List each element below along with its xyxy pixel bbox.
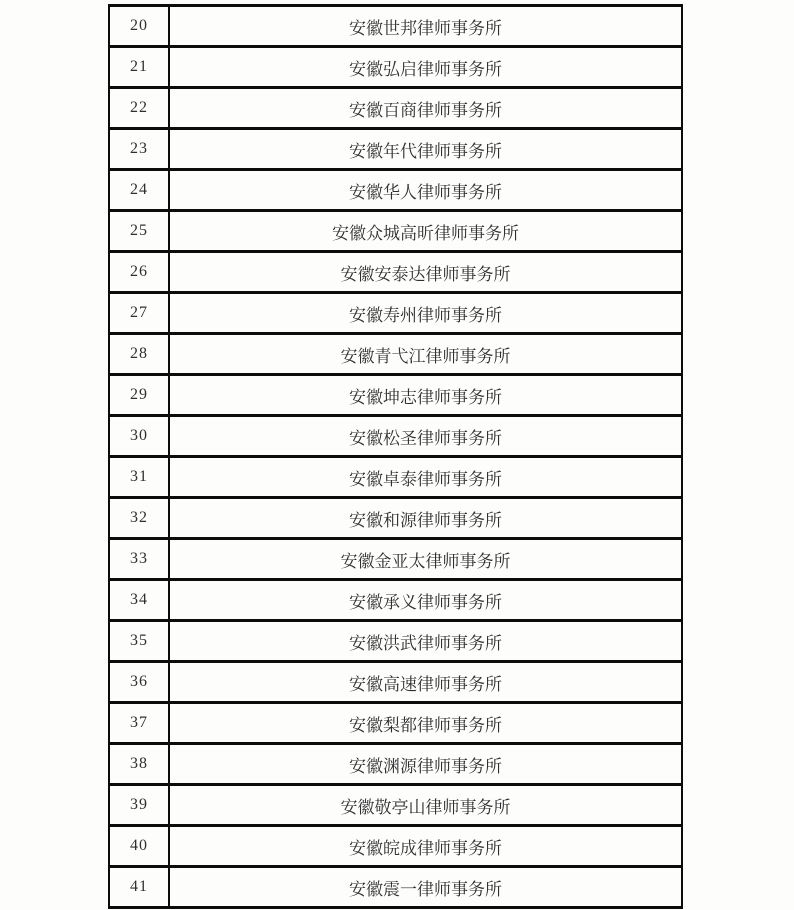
firm-name-cell: 安徽金亚太律师事务所 [169,539,682,580]
table-row [109,662,682,703]
row-number-cell: 37 [109,703,169,744]
row-number-cell: 30 [109,416,169,457]
firm-name-cell: 安徽弘启律师事务所 [169,47,682,88]
firm-name-cell: 安徽寿州律师事务所 [169,293,682,334]
firm-name-cell: 安徽和源律师事务所 [169,498,682,539]
row-number-cell: 33 [109,539,169,580]
firm-name-cell: 安徽华人律师事务所 [169,170,682,211]
firm-name-cell: 安徽松圣律师事务所 [169,416,682,457]
row-number-cell: 25 [109,211,169,252]
table-row [109,47,682,88]
table-row [109,744,682,785]
firm-name-cell: 安徽世邦律师事务所 [169,6,682,47]
row-number-cell: 41 [109,867,169,908]
firm-name-cell: 安徽渊源律师事务所 [169,744,682,785]
table-row [109,498,682,539]
table-row [109,457,682,498]
row-number-cell: 32 [109,498,169,539]
row-number-cell: 34 [109,580,169,621]
law-firm-table [108,4,683,909]
firm-name-cell: 安徽众城高昕律师事务所 [169,211,682,252]
table-row [109,867,682,908]
table-row [109,580,682,621]
table-row [109,129,682,170]
row-number-cell: 27 [109,293,169,334]
firm-name-cell: 安徽敬亭山律师事务所 [169,785,682,826]
table-row [109,170,682,211]
row-number-cell: 20 [109,6,169,47]
table-row [109,785,682,826]
table-row [109,375,682,416]
firm-name-cell: 安徽百商律师事务所 [169,88,682,129]
row-number-cell: 38 [109,744,169,785]
row-number-cell: 26 [109,252,169,293]
firm-name-cell: 安徽梨都律师事务所 [169,703,682,744]
table-row [109,416,682,457]
firm-name-cell: 安徽皖成律师事务所 [169,826,682,867]
table-row [109,6,682,47]
table-row [109,539,682,580]
row-number-cell: 40 [109,826,169,867]
row-number-cell: 31 [109,457,169,498]
table-row [109,334,682,375]
firm-name-cell: 安徽震一律师事务所 [169,867,682,908]
row-number-cell: 35 [109,621,169,662]
firm-name-cell: 安徽洪武律师事务所 [169,621,682,662]
table-row [109,88,682,129]
row-number-cell: 21 [109,47,169,88]
firm-name-cell: 安徽安泰达律师事务所 [169,252,682,293]
firm-name-cell: 安徽坤志律师事务所 [169,375,682,416]
row-number-cell: 29 [109,375,169,416]
row-number-cell: 36 [109,662,169,703]
firm-name-cell: 安徽年代律师事务所 [169,129,682,170]
table-row [109,252,682,293]
firm-name-cell: 安徽卓泰律师事务所 [169,457,682,498]
table-row [109,826,682,867]
table-body [109,6,682,908]
row-number-cell: 23 [109,129,169,170]
row-number-cell: 24 [109,170,169,211]
firm-name-cell: 安徽高速律师事务所 [169,662,682,703]
row-number-cell: 22 [109,88,169,129]
table-row [109,621,682,662]
table-row [109,211,682,252]
row-number-cell: 28 [109,334,169,375]
firm-name-cell: 安徽青弋江律师事务所 [169,334,682,375]
table-row [109,293,682,334]
row-number-cell: 39 [109,785,169,826]
firm-name-cell: 安徽承义律师事务所 [169,580,682,621]
table-row [109,703,682,744]
